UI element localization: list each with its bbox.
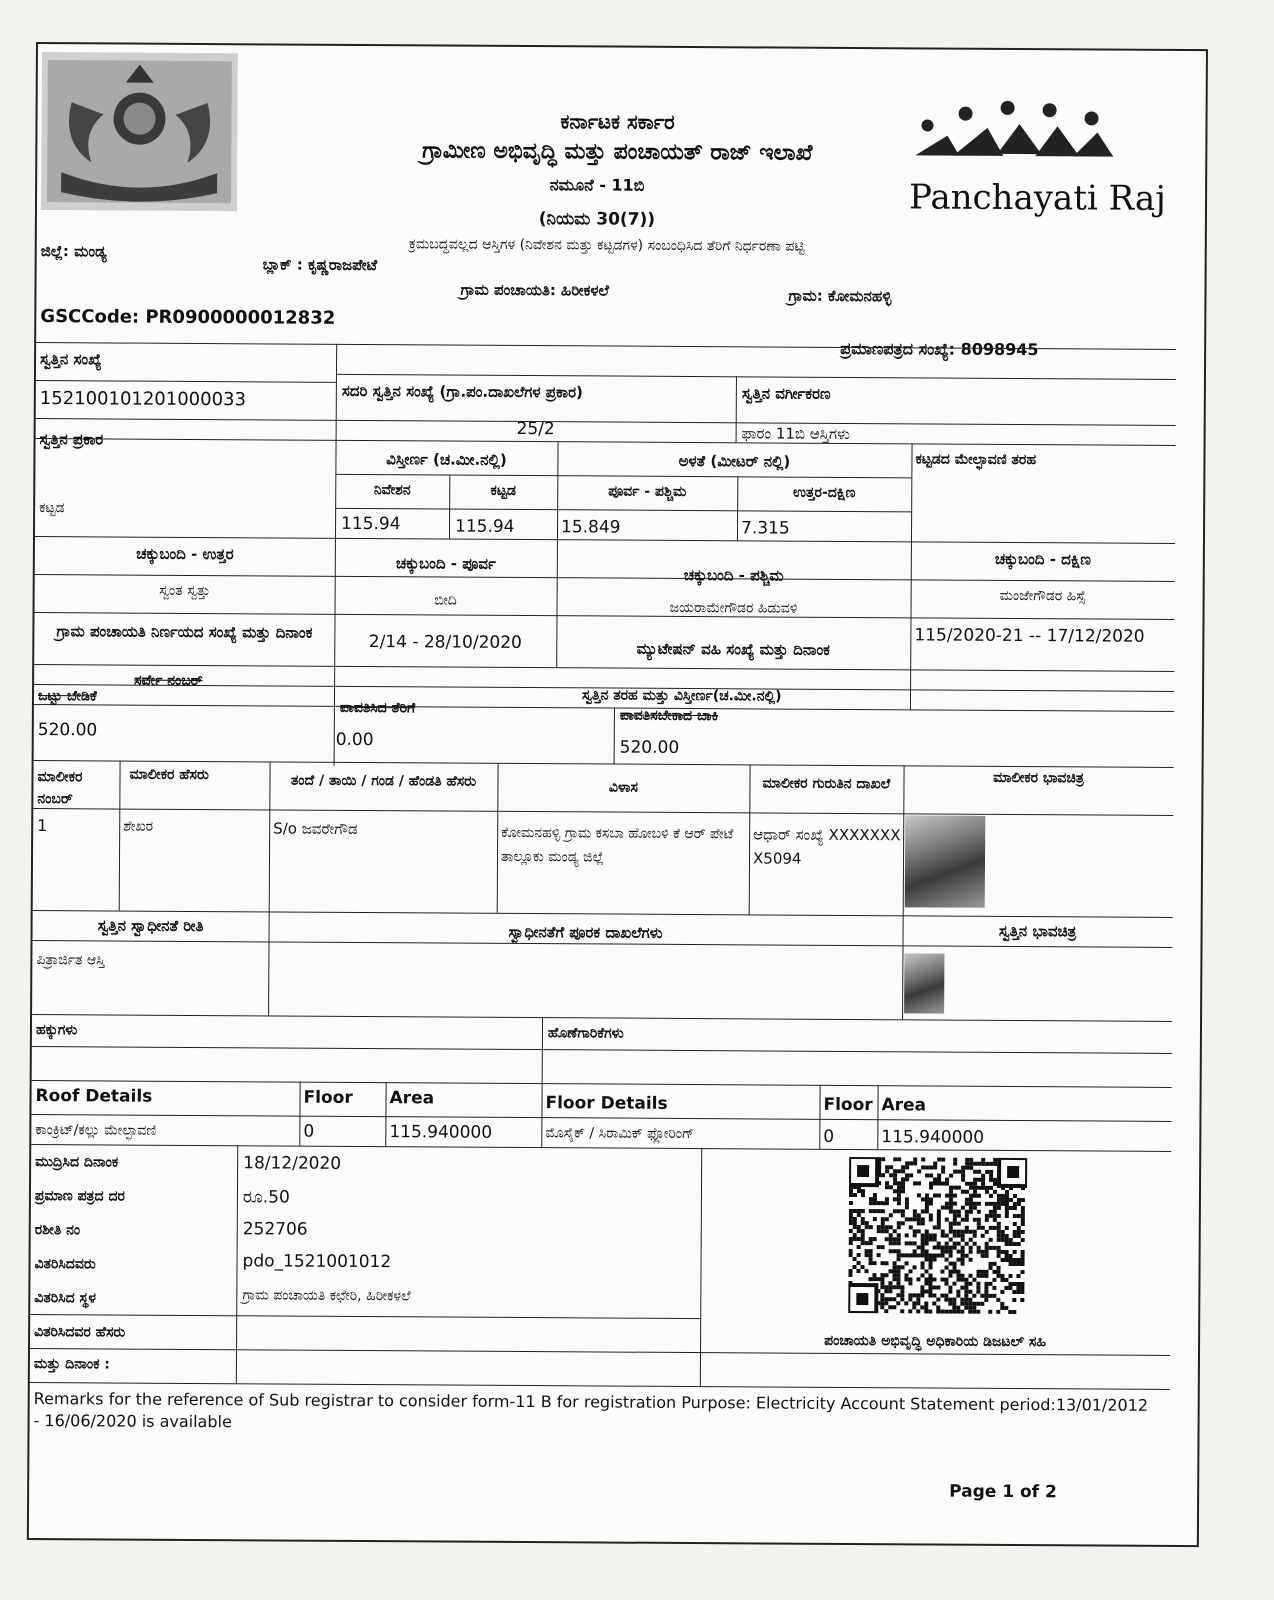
property-type-value: ಕಟ್ಟಡ [39,500,65,517]
area-header: ವಿಸ್ತೀರ್ಣ (ಚ.ಮೀ.ನಲ್ಲಿ) [386,450,507,469]
header-line-1: ಕರ್ನಾಟಕ ಸರ್ಕಾರ [560,109,675,134]
owner-id-document: ಆಧಾರ್ ಸಂಖ್ಯೆ XXXXXXXX5094 [752,825,901,868]
roof-details-label: Roof Details [35,1086,153,1107]
property-classification-value: ಫಾರಂ 11ಬಿ ಆಸ್ತಿಗಳು [741,424,851,443]
form-number: ನಮೂನೆ - 11ಬಿ [549,175,645,195]
property-photo [904,953,944,1013]
floor-details-label: Floor Details [545,1093,668,1114]
survey-number-label: ಸರ್ವೇ ನಂಬರ್ [134,672,203,690]
property-number-value: 152100101201000033 [39,388,247,411]
north-boundary-label: ಚಕ್ಕುಬಂದಿ - ಉತ್ತರ [136,544,234,564]
east-west-label: ಪೂರ್ವ - ಪಶ್ಚಿಮ [608,483,687,500]
printed-date-label: ಮುದ್ರಿಸಿದ ದಿನಾಂಕ [35,1154,119,1171]
total-demand-label: ಒಟ್ಟು ಬೇಡಿಕೆ [37,688,97,705]
certificate-number: ಪ್ರಮಾಣಪತ್ರದ ಸಂಖ್ಯೆ: 8098945 [840,338,1039,360]
site-area-label: ನಿವೇಶನ [373,482,411,499]
qr-code-icon [848,1157,1027,1314]
receipt-number-label: ರಶೀತಿ ನಂ [34,1222,81,1239]
roof-area-label: Area [389,1088,435,1109]
owner-photo-header: ಮಾಲೀಕರ ಭಾವಚಿತ್ರ [993,769,1084,787]
page-indicator: Page 1 of 2 [949,1481,1057,1503]
east-west-value: 15.849 [560,517,621,538]
said-property-number-value: 25/2 [516,418,555,440]
size-header: ಅಳತೆ (ಮೀಟರ್ ನಲ್ಲಿ) [678,451,791,471]
building-area-label: ಕಟ್ಟಡ [490,482,517,499]
floor-floor: 0 [823,1126,835,1147]
paid-tax-value: 0.00 [335,729,374,751]
id-document-header: ಮಾಲೀಕರ ಗುರುತಿನ ದಾಖಲೆ [762,775,891,793]
village-label: ಗ್ರಾಮ: ಕೋಮನಹಳ್ಳಿ [788,286,892,306]
property-number-label: ಸ್ವತ್ತಿನ ಸಂಖ್ಯೆ [40,350,102,369]
said-property-number-label: ಸದರಿ ಸ್ವತ್ತಿನ ಸಂಖ್ಯೆ (ಗ್ರಾ.ಪಂ.ದಾಖಲೆಗಳ ಪ್ರಕಾರ) [341,381,583,402]
roof-type-label: ಕಟ್ಟಡದ ಮೇಲ್ಛಾವಣಿ ತರಹ [915,451,1037,469]
property-type-label: ಸ್ವತ್ತಿನ ಪ್ರಕಾರ [39,430,104,449]
mutation-value: 115/2020-21 -- 17/12/2020 [914,625,1145,647]
issue-place-label: ವಿತರಿಸಿದ ಸ್ಥಳ [34,1290,97,1307]
block-label: ಬ್ಲಾಕ್ : ಕೃಷ್ಣರಾಜಪೇಟೆ [262,255,378,275]
east-boundary-value: ಬೀದಿ [434,592,457,609]
north-south-label: ಉತ್ತರ-ದಕ್ಷಿಣ [792,484,856,502]
site-area-value: 115.94 [341,513,401,535]
ownership-mode-label: ಸ್ವತ್ತಿನ ಸ್ವಾಧೀನತೆ ರೀತಿ [97,916,204,936]
due-label: ಪಾವತಿಸಬೇಕಾದ ಬಾಕಿ [619,707,719,725]
remarks-text: Remarks for the reference of Sub registrar to consider form-11 B for registration Purpose: Electricity Account Statement period:13/01/2012 - 16/06/2020 is available [33,1389,1149,1432]
owner-photo [905,815,986,907]
ownership-mode-value: ಪಿತ್ರಾರ್ಜಿತ ಆಸ್ತಿ [36,952,105,969]
east-boundary-label: ಚಕ್ಕುಬಂದಿ - ಪೂರ್ವ [395,554,496,573]
north-boundary-value: ಸ್ವಂತ ಸ್ವತ್ತು [159,582,211,600]
issuer-value: pdo_1521001012 [242,1251,392,1273]
certificate-fee-value: ರೂ.50 [242,1187,290,1208]
floor-type: ಮೊಸೈಕ್ / ಸಿರಾಮಿಕ್ ಫ್ಲೋರಿಂಗ್ [545,1125,695,1143]
form-11b-document [27,42,1208,1547]
panchayati-raj-logo-icon [907,95,1127,176]
due-value: 520.00 [619,737,680,758]
nature-area-label: ಸ್ವತ್ತಿನ ತರಹ ಮತ್ತು ವಿಸ್ತೀರ್ಣ(ಚ.ಮೀ.ನಲ್ಲಿ) [581,687,782,705]
owner-relation: S/o ಜವರೇಗೌಡ [273,819,358,838]
form-subtitle: ಕ್ರಮಬದ್ಧವಲ್ಲದ ಆಸ್ತಿಗಳ (ನಿವೇಶನ ಮತ್ತು ಕಟ್ಟಡಗಳ) ಸಂಬಂಧಿಸಿದ ತೆರಿಗೆ ನಿರ್ಧರಣಾ ಪಟ್ಟಿ [408,236,805,255]
property-classification-label: ಸ್ವತ್ತಿನ ವರ್ಗೀಕರಣ [741,384,831,403]
paid-tax-label: ಪಾವತಿಸಿದ ತೆರಿಗೆ [339,699,416,717]
issuer-label: ವಿತರಿಸಿದವರು [34,1256,96,1273]
ownership-docs-label: ಸ್ವಾಧೀನತೆಗೆ ಪೂರಕ ದಾಖಲೆಗಳು [508,922,663,942]
printed-date-value: 18/12/2020 [243,1153,342,1174]
issue-place-value: ಗ್ರಾಮ ಪಂಚಾಯತಿ ಕಛೇರಿ, ಹಿರೀಕಳಲೆ [242,1287,411,1305]
receipt-number-value: 252706 [242,1219,308,1240]
roof-area: 115.940000 [389,1122,493,1143]
digital-signature-label: ಪಂಚಾಯತಿ ಅಭಿವೃದ್ಧಿ ಅಧಿಕಾರಿಯ ಡಿಜಟಲ್ ಸಹಿ [824,1332,1047,1351]
mutation-label: ಮ್ಯುಟೇಷನ್ ವಹಿ ಸಂಖ್ಯೆ ಮತ್ತು ದಿನಾಂಕ [636,639,830,659]
owner-name-header: ಮಾಲೀಕರ ಹೆಸರು [129,766,209,784]
karnataka-emblem-icon [41,52,238,211]
gp-resolution-value: 2/14 - 28/10/2020 [368,632,522,653]
issuer-name-label: ವಿತರಿಸಿದವರ ಹೆಸರು [34,1324,126,1341]
owner-address: ಕೋಮನಹಳ್ಳಿ ಗ್ರಾಮ ಕಸಬಾ ಹೋಬಳಿ ಕೆ ಆರ್ ಪೇಟೆ ತಾಲ್ಲೂಕು ಮಂಡ್ಯ ಜಿಲ್ಲೆ [500,824,734,866]
rights-label: ಹಕ್ಕುಗಳು [35,1022,78,1039]
liabilities-label: ಹೊಣೆಗಾರಿಕೆಗಳು [547,1025,624,1042]
address-header: ವಿಳಾಸ [608,779,639,796]
west-boundary-value: ಜಯರಾಮೇಗೌಡರ ಹಿಡುವಳಿ [669,599,798,617]
floor-area-label: Area [881,1095,927,1116]
gsc-code: GSCCode: PR0900000012832 [40,306,336,329]
header-line-2: ಗ್ರಾಮೀಣ ಅಭಿವೃದ್ಧಿ ಮತ್ತು ಪಂಚಾಯತ್ ರಾಜ್ ಇಲಾಖೆ [422,138,813,166]
floor-floor-label: Floor [823,1094,873,1116]
owner-name: ಶೇಖರ [123,818,154,835]
west-boundary-label: ಚಕ್ಕುಬಂದಿ - ಪಶ್ಚಿಮ [683,565,784,585]
relation-header: ತಂದೆ / ತಾಯಿ / ಗಂಡ / ಹೆಂಡತಿ ಹೆಸರು [290,772,477,790]
district-label: ಜಿಲ್ಲೆ: ಮಂಡ್ಯ [40,242,107,261]
gp-resolution-label: ಗ್ರಾಮ ಪಂಚಾಯತಿ ನಿರ್ಣಯದ ಸಂಖ್ಯೆ ಮತ್ತು ದಿನಾಂಕ [56,622,313,642]
rule-reference: (ನಿಯಮ 30(7)) [538,209,656,230]
floor-area: 115.940000 [881,1127,985,1148]
owner-number-header: ಮಾಲೀಕರ ನಂಬರ್ [37,769,83,808]
south-boundary-label: ಚಕ್ಕುಬಂದಿ - ದಕ್ಷಿಣ [994,549,1091,569]
roof-floor-label: Floor [303,1087,353,1108]
roof-type: ಕಾಂಕ್ರಿಟ್/ಕಲ್ಲು ಮೇಲ್ಛಾವಣಿ [35,1122,157,1139]
north-south-value: 7.315 [740,518,790,539]
total-demand-value: 520.00 [37,720,98,741]
issue-date-label: ಮತ್ತು ದಿನಾಂಕ : [33,1356,110,1373]
roof-floor: 0 [303,1121,315,1142]
property-photo-label: ಸ್ವತ್ತಿನ ಭಾವಚಿತ್ರ [998,921,1077,941]
certificate-fee-label: ಪ್ರಮಾಣ ಪತ್ರದ ದರ [34,1188,125,1205]
owner-number: 1 [37,816,48,836]
building-area-value: 115.94 [454,516,515,537]
gram-panchayat-label: ಗ್ರಾಮ ಪಂಚಾಯತಿ: ಹಿರೀಕಳಲೆ [460,280,609,300]
panchayati-raj-logo-text: Panchayati Raj [908,177,1166,219]
south-boundary-value: ಮಂಜೇಗೌಡರ ಹಿಸ್ಸೆ [999,587,1086,605]
